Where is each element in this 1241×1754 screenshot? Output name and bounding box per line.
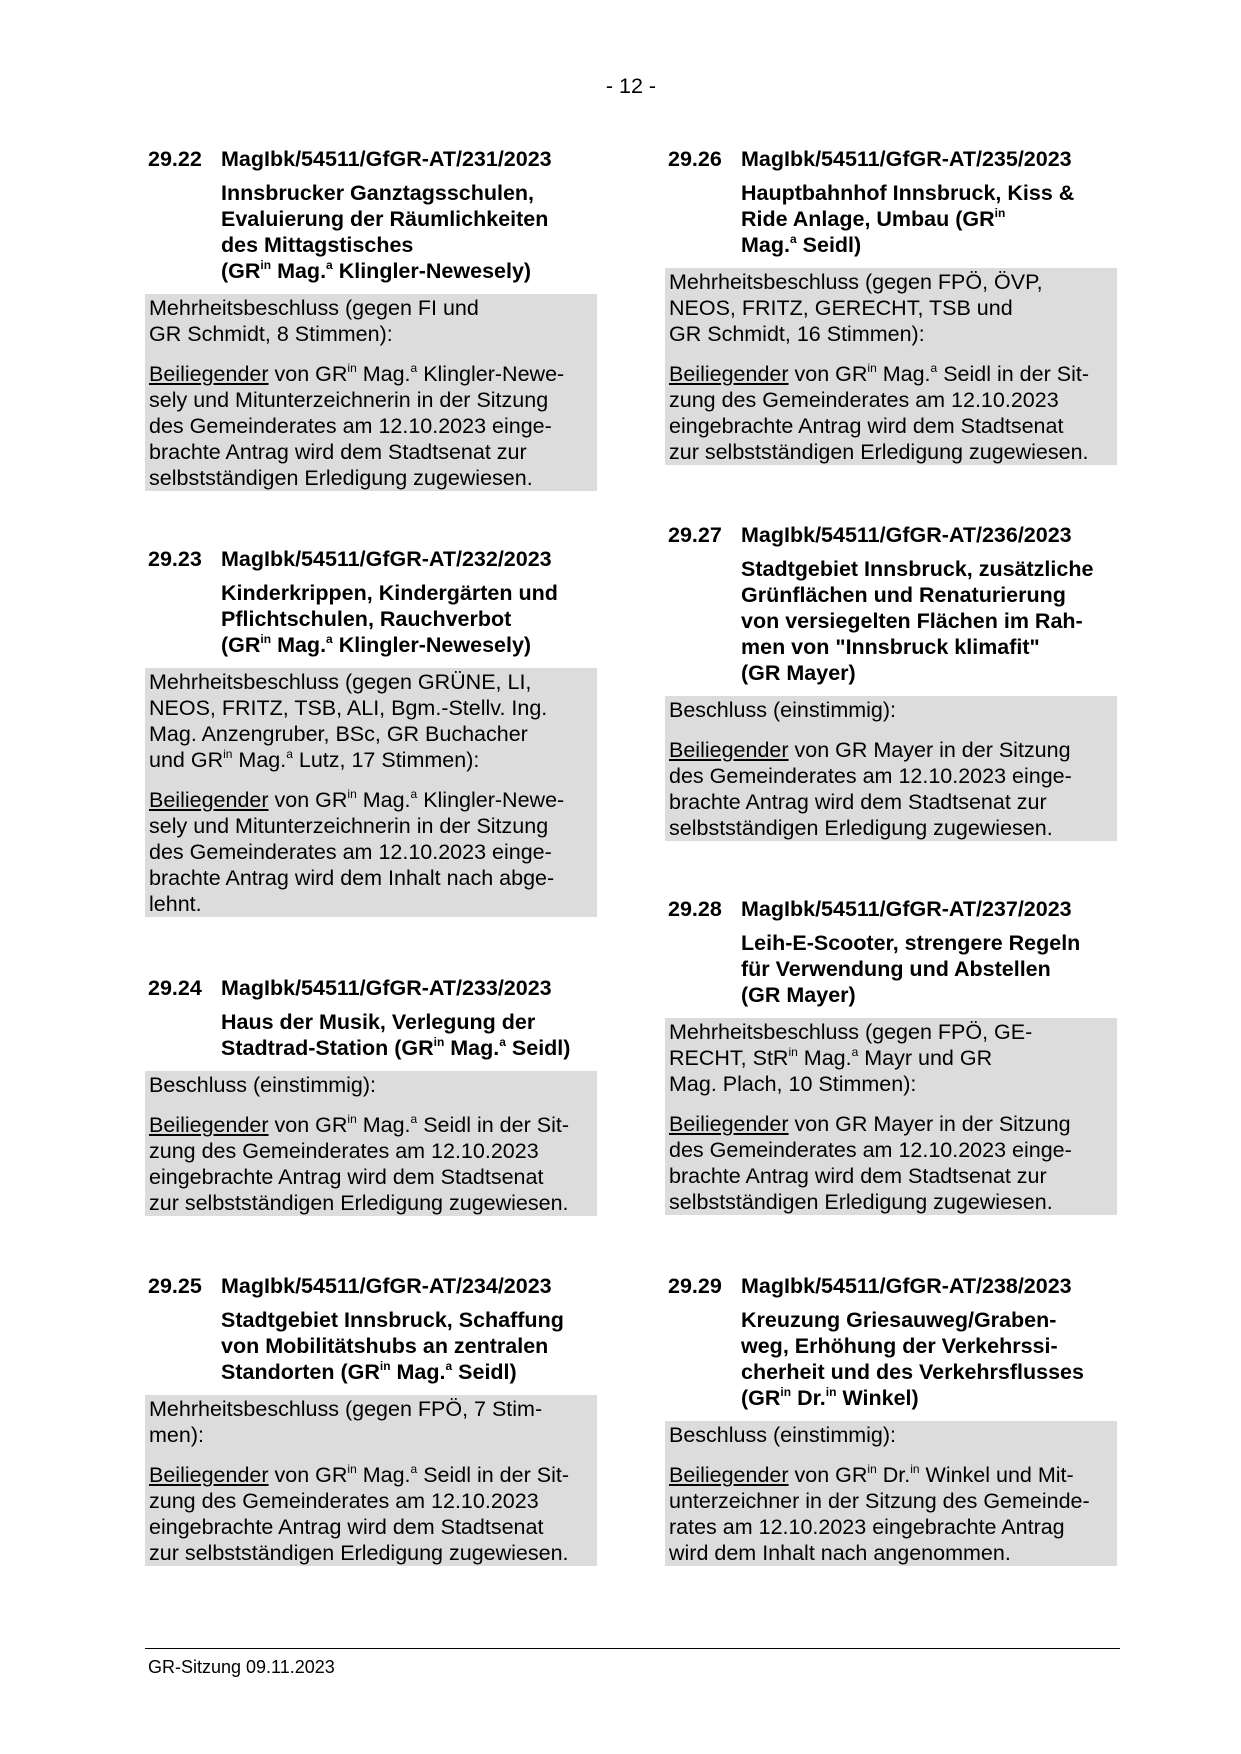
item-reference: MagIbk/54511/GfGR-AT/232/2023 [221,547,552,571]
item-number: 29.28 [668,897,722,921]
page-number: - 12 - [605,74,657,98]
decision-line: Mehrheitsbeschluss (gegen FI und [149,296,479,320]
item-title-line: von Mobilitätshubs an zentralen [221,1334,549,1358]
item-reference: MagIbk/54511/GfGR-AT/231/2023 [221,147,552,171]
resolution-box [665,268,1117,465]
item-title [221,1009,597,1061]
item-title-line: für Verwendung und Abstellen [741,957,1051,981]
item-title [741,930,1117,1008]
decision-line: RECHT, StR$^{in}$ Mag.$^a$ Mayr und GR [669,1045,993,1070]
item-reference: MagIbk/54511/GfGR-AT/235/2023 [741,147,1072,171]
item-title [741,1307,1117,1411]
resolution-text-line: zung des Gemeinderates am 12.10.2023 [149,1139,539,1163]
item-title [741,180,1117,258]
resolution-text-line: eingebrachte Antrag wird dem Stadtsenat [149,1165,544,1189]
resolution-box [145,1395,597,1566]
paragraph-gap [669,1448,1113,1462]
item-title-line: des Mittagstisches [221,233,414,257]
decision-line: Mehrheitsbeschluss (gegen FPÖ, 7 Stim- [149,1397,543,1421]
item-title-line: Stadtgebiet Innsbruck, Schaffung [221,1308,564,1332]
item-number: 29.25 [148,1274,202,1298]
item-title-line: weg, Erhöhung der Verkehrssi- [741,1334,1058,1358]
item-number: 29.27 [668,523,722,547]
resolution-text-line: des Gemeinderates am 12.10.2023 einge- [669,764,1072,788]
item-title-line: Kreuzung Griesauweg/Graben- [741,1308,1057,1332]
resolution-text-line: rates am 12.10.2023 eingebrachte Antrag [669,1515,1065,1539]
item-title-line: Mag.$^a$ Seidl) [741,232,862,257]
agenda-item-header [665,1273,1117,1307]
item-title-line: Kinderkrippen, Kindergärten und [221,581,558,605]
decision-line: Mehrheitsbeschluss (gegen FPÖ, ÖVP, [669,270,1043,294]
decision-line: GR Schmidt, 8 Stimmen): [149,322,393,346]
resolution-text-line: Beiliegender von $GR^{in}$ Mag.$^a$ Klingler-Newe- [149,361,565,386]
resolution-text-line: eingebrachte Antrag wird dem Stadtsenat [149,1515,544,1539]
resolution-text-line: sely und Mitunterzeichnerin in der Sitzung [149,814,549,838]
footer-divider [145,1648,1120,1649]
item-title-line: von versiegelten Flächen im Rah- [741,609,1083,633]
decision-line: Mehrheitsbeschluss (gegen FPÖ, GE- [669,1020,1033,1044]
item-reference: MagIbk/54511/GfGR-AT/234/2023 [221,1274,552,1298]
item-title [221,180,597,284]
item-title-line: ($GR^{in}$ Mag.$^a$ Klingler-Newesely) [221,258,532,283]
agenda-item [145,146,597,491]
resolution-text-line: lehnt. [149,892,202,916]
agenda-item [665,522,1117,841]
agenda-item-header [665,896,1117,930]
resolution-text-line: zur selbstständigen Erledigung zugewiesen. [149,1541,569,1565]
agenda-item [665,146,1117,465]
decision-line: Mag. Anzengruber, BSc, GR Buchacher [149,722,528,746]
decision-line: Beschluss (einstimmig): [669,698,896,722]
decision-line: Mehrheitsbeschluss (gegen GRÜNE, LI, [149,670,532,694]
resolution-text-line: zur selbstständigen Erledigung zugewiesen. [149,1191,569,1215]
agenda-item-header [665,146,1117,180]
agenda-item [145,975,597,1216]
agenda-item-header [665,522,1117,556]
resolution-text-line: selbstständigen Erledigung zugewiesen. [149,466,533,490]
decision-line: NEOS, FRITZ, GERECHT, TSB und [669,296,1013,320]
item-title [741,556,1117,686]
paragraph-gap [149,1098,593,1112]
item-number: 29.23 [148,547,202,571]
resolution-box [665,1421,1117,1566]
resolution-text-line: Beiliegender von GR Mayer in der Sitzung [669,1112,1071,1136]
resolution-box [145,1071,597,1216]
item-title-line: Innsbrucker Ganztagsschulen, [221,181,535,205]
resolution-text-line: brachte Antrag wird dem Stadtsenat zur [149,440,527,464]
paragraph-gap [149,773,593,787]
resolution-text-line: Beiliegender von $GR^{in}$ Mag.$^a$ Klingler-Newe- [149,787,565,812]
item-title-line: ($GR^{in}$ Dr.$^{in}$ Winkel) [741,1385,919,1410]
resolution-text-line: wird dem Inhalt nach angenommen. [669,1541,1011,1565]
agenda-item [145,1273,597,1566]
item-title-line: Hauptbahnhof Innsbruck, Kiss & [741,181,1075,205]
resolution-text-line: selbstständigen Erledigung zugewiesen. [669,1190,1053,1214]
resolution-box [665,1018,1117,1215]
decision-line: Beschluss (einstimmig): [149,1073,376,1097]
item-title-line: Leih-E-Scooter, strengere Regeln [741,931,1081,955]
item-title [221,1307,597,1385]
decision-line: Mag. Plach, 10 Stimmen): [669,1072,917,1096]
item-title-line: Grünflächen und Renaturierung [741,583,1066,607]
resolution-box [145,294,597,491]
item-title-line: Standorten ($GR^{in}$ Mag.$^a$ Seidl) [221,1359,517,1384]
item-number: 29.26 [668,147,722,171]
item-number: 29.22 [148,147,202,171]
item-title-line: Stadtgebiet Innsbruck, zusätzliche [741,557,1094,581]
resolution-text-line: Beiliegender von $GR^{in}$ Mag.$^a$ Seidl in der Sit- [669,361,1089,386]
resolution-text-line: sely und Mitunterzeichnerin in der Sitzung [149,388,549,412]
item-reference: MagIbk/54511/GfGR-AT/237/2023 [741,897,1072,921]
resolution-box [665,696,1117,841]
item-number: 29.24 [148,976,202,1000]
paragraph-gap [669,347,1113,361]
item-title-line: men von "Innsbruck klimafit" [741,635,1040,659]
resolution-text-line: selbstständigen Erledigung zugewiesen. [669,816,1053,840]
item-reference: MagIbk/54511/GfGR-AT/236/2023 [741,523,1072,547]
paragraph-gap [149,1448,593,1462]
paragraph-gap [669,723,1113,737]
agenda-item [665,1273,1117,1566]
item-title-line: (GR Mayer) [741,661,856,685]
resolution-text-line: Beiliegender von $GR^{in}$ Mag.$^a$ Seidl in der Sit- [149,1462,569,1487]
resolution-text-line: unterzeichner in der Sitzung des Gemeinde- [669,1489,1090,1513]
resolution-text-line: des Gemeinderates am 12.10.2023 einge- [149,414,552,438]
decision-line: men): [149,1423,204,1447]
agenda-item-header [145,146,597,180]
item-title-line: ($GR^{in}$ Mag.$^a$ Klingler-Newesely) [221,632,532,657]
resolution-box [145,668,597,917]
item-title-line: cherheit und des Verkehrsflusses [741,1360,1084,1384]
decision-line: GR Schmidt, 16 Stimmen): [669,322,925,346]
resolution-text-line: eingebrachte Antrag wird dem Stadtsenat [669,414,1064,438]
paragraph-gap [149,347,593,361]
item-reference: MagIbk/54511/GfGR-AT/238/2023 [741,1274,1072,1298]
item-title-line: Stadtrad-Station ($GR^{in}$ Mag.$^a$ Seidl) [221,1035,571,1060]
resolution-text-line: Beiliegender von GR Mayer in der Sitzung [669,738,1071,762]
item-title-line: Haus der Musik, Verlegung der [221,1010,536,1034]
item-title-line: Evaluierung der Räumlichkeiten [221,207,549,231]
resolution-text-line: des Gemeinderates am 12.10.2023 einge- [669,1138,1072,1162]
agenda-item [665,896,1117,1215]
agenda-item [145,546,597,917]
resolution-text-line: Beiliegender von $GR^{in}$ Dr.$^{in}$ Winkel und Mit- [669,1462,1074,1487]
item-title-line: Ride Anlage, Umbau ($GR^{in}$ [741,206,1006,231]
decision-line: Beschluss (einstimmig): [669,1423,896,1447]
item-reference: MagIbk/54511/GfGR-AT/233/2023 [221,976,552,1000]
resolution-text-line: brachte Antrag wird dem Inhalt nach abge- [149,866,555,890]
item-title [221,580,597,658]
agenda-item-header [145,1273,597,1307]
item-title-line: Pflichtschulen, Rauchverbot [221,607,512,631]
item-number: 29.29 [668,1274,722,1298]
resolution-text-line: zung des Gemeinderates am 12.10.2023 [149,1489,539,1513]
decision-line: NEOS, FRITZ, TSB, ALI, Bgm.-Stellv. Ing. [149,696,548,720]
agenda-item-header [145,975,597,1009]
resolution-text-line: brachte Antrag wird dem Stadtsenat zur [669,790,1047,814]
resolution-text-line: zung des Gemeinderates am 12.10.2023 [669,388,1059,412]
resolution-text-line: zur selbstständigen Erledigung zugewiesen. [669,440,1089,464]
footer-text: GR-Sitzung 09.11.2023 [148,1657,335,1677]
resolution-text-line: Beiliegender von $GR^{in}$ Mag.$^a$ Seidl in der Sit- [149,1112,569,1137]
item-title-line: (GR Mayer) [741,983,856,1007]
resolution-text-line: brachte Antrag wird dem Stadtsenat zur [669,1164,1047,1188]
paragraph-gap [669,1097,1113,1111]
decision-line: und $GR^{in}$ Mag.$^a$ Lutz, 17 Stimmen): [149,747,480,772]
resolution-text-line: des Gemeinderates am 12.10.2023 einge- [149,840,552,864]
agenda-item-header [145,546,597,580]
